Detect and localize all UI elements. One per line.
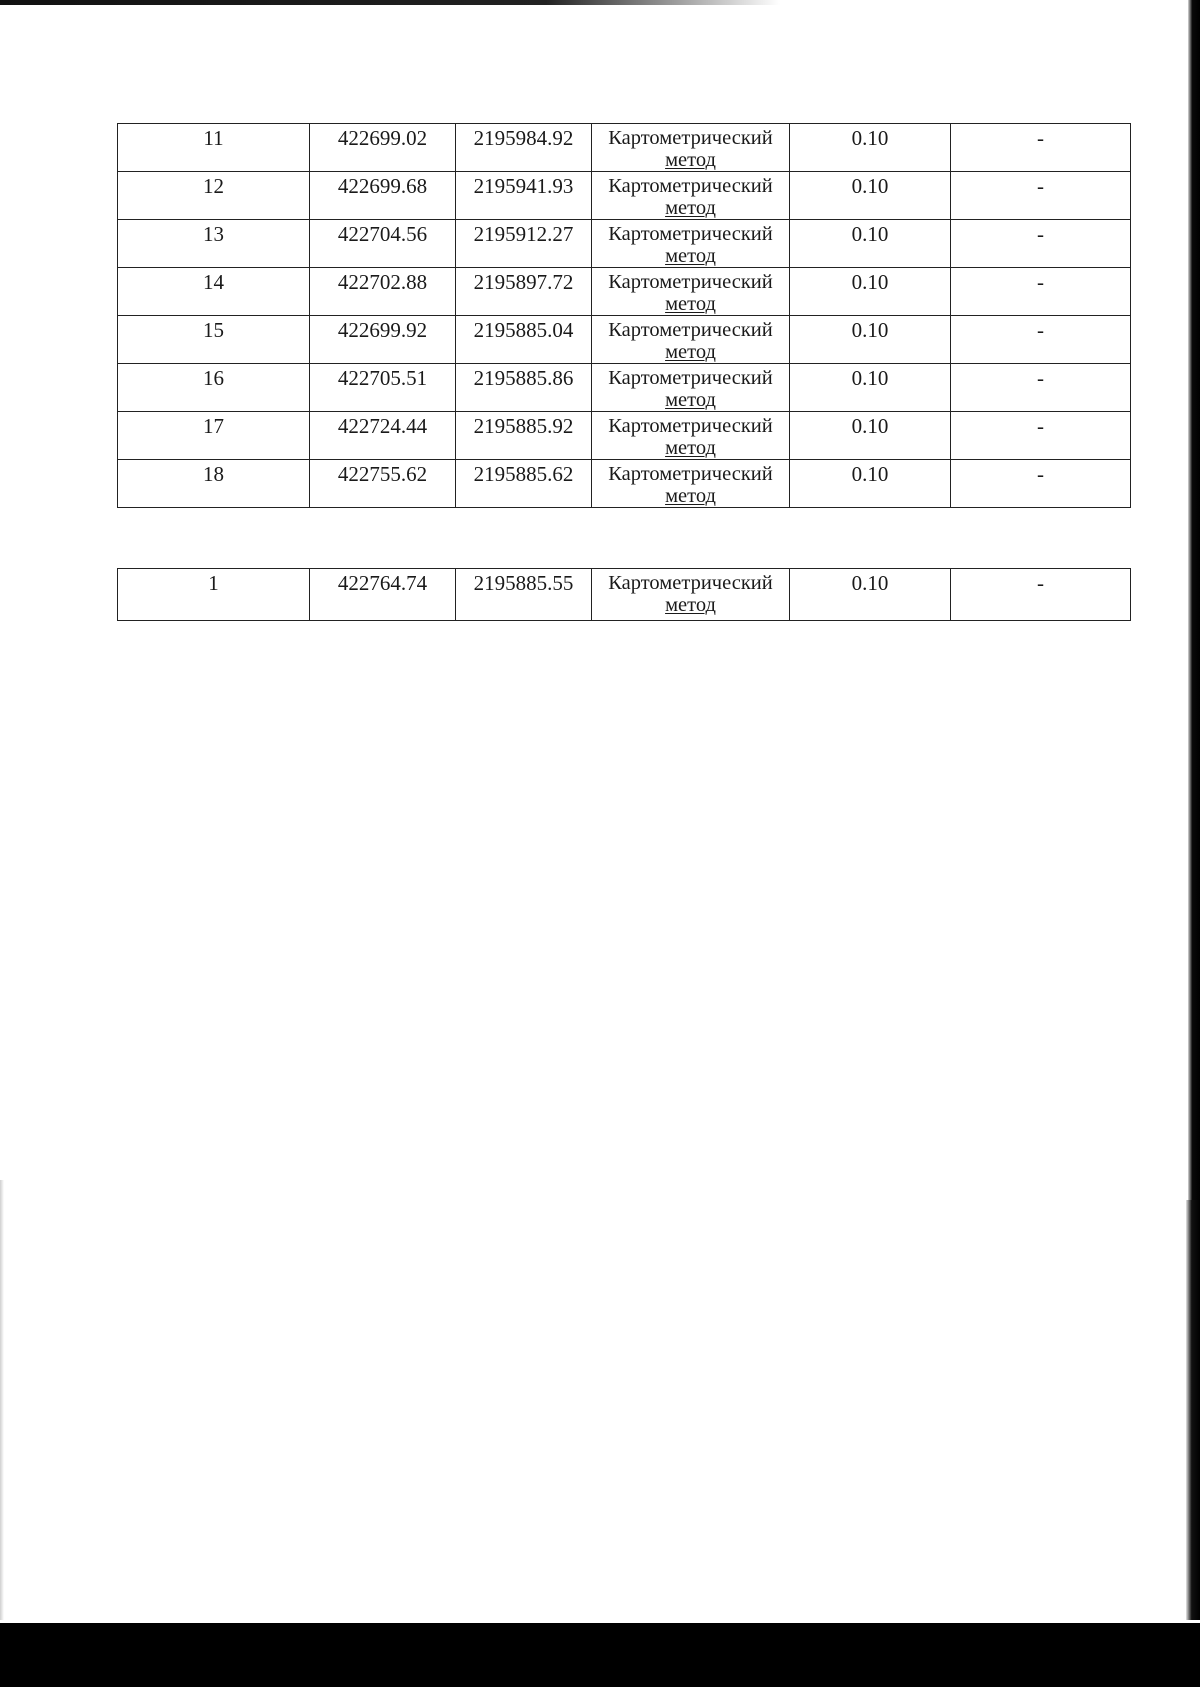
table-row xyxy=(118,412,1131,460)
method-cell xyxy=(592,569,790,621)
scan-bottom-bar xyxy=(0,1623,1200,1687)
accuracy-cell: 0.10 xyxy=(790,412,951,460)
description-cell: - xyxy=(951,124,1131,172)
description-cell: - xyxy=(951,569,1131,621)
y-coordinate-cell: 2195885.04 xyxy=(456,316,592,364)
y-coordinate-cell: 2195984.92 xyxy=(456,124,592,172)
point-number-cell: 12 xyxy=(118,172,310,220)
method-text-line1: Картометрический xyxy=(608,463,773,485)
method-cell xyxy=(592,316,790,364)
coordinates-table xyxy=(117,123,1131,508)
method-cell xyxy=(592,364,790,412)
description-cell: - xyxy=(951,412,1131,460)
scan-right-edge-lower xyxy=(1186,1200,1200,1620)
accuracy-cell: 0.10 xyxy=(790,124,951,172)
method-text-line2: метод xyxy=(665,245,716,267)
x-coordinate-cell: 422699.02 xyxy=(310,124,456,172)
point-number-cell: 13 xyxy=(118,220,310,268)
x-coordinate-cell: 422699.92 xyxy=(310,316,456,364)
description-cell: - xyxy=(951,172,1131,220)
y-coordinate-cell: 2195885.86 xyxy=(456,364,592,412)
method-text-line1: Картометрический xyxy=(608,271,773,293)
point-number-cell: 11 xyxy=(118,124,310,172)
method-text-line2: метод xyxy=(665,341,716,363)
table-row xyxy=(118,124,1131,172)
x-coordinate-cell: 422705.51 xyxy=(310,364,456,412)
method-text-line1: Картометрический xyxy=(608,175,773,197)
table-row xyxy=(118,569,1131,621)
description-cell: - xyxy=(951,460,1131,508)
method-cell xyxy=(592,220,790,268)
description-cell: - xyxy=(951,268,1131,316)
accuracy-cell: 0.10 xyxy=(790,364,951,412)
method-text-line1: Картометрический xyxy=(608,415,773,437)
method-cell xyxy=(592,412,790,460)
coordinates-table-body xyxy=(118,124,1131,508)
method-cell xyxy=(592,172,790,220)
table-row xyxy=(118,268,1131,316)
accuracy-cell: 0.10 xyxy=(790,569,951,621)
method-text-line1: Картометрический xyxy=(608,223,773,245)
method-text-line1: Картометрический xyxy=(608,319,773,341)
method-text-line2: метод xyxy=(665,149,716,171)
method-cell xyxy=(592,460,790,508)
point-number-cell: 1 xyxy=(118,569,310,621)
method-text-line2: метод xyxy=(665,197,716,219)
method-text-line1: Картометрический xyxy=(608,127,773,149)
accuracy-cell: 0.10 xyxy=(790,220,951,268)
method-cell xyxy=(592,124,790,172)
method-text-line2: метод xyxy=(665,594,716,616)
x-coordinate-cell: 422704.56 xyxy=(310,220,456,268)
accuracy-cell: 0.10 xyxy=(790,316,951,364)
description-cell: - xyxy=(951,316,1131,364)
method-text-line2: метод xyxy=(665,389,716,411)
y-coordinate-cell: 2195897.72 xyxy=(456,268,592,316)
description-cell: - xyxy=(951,364,1131,412)
x-coordinate-cell: 422764.74 xyxy=(310,569,456,621)
point-number-cell: 16 xyxy=(118,364,310,412)
table-row xyxy=(118,220,1131,268)
point-number-cell: 15 xyxy=(118,316,310,364)
accuracy-cell: 0.10 xyxy=(790,460,951,508)
y-coordinate-cell: 2195941.93 xyxy=(456,172,592,220)
point-number-cell: 17 xyxy=(118,412,310,460)
scan-top-edge xyxy=(0,0,780,5)
y-coordinate-cell: 2195912.27 xyxy=(456,220,592,268)
point-number-cell: 18 xyxy=(118,460,310,508)
method-text-line2: метод xyxy=(665,437,716,459)
method-text-line1: Картометрический xyxy=(608,572,773,594)
y-coordinate-cell: 2195885.92 xyxy=(456,412,592,460)
table-row xyxy=(118,364,1131,412)
point-number-cell: 14 xyxy=(118,268,310,316)
accuracy-cell: 0.10 xyxy=(790,172,951,220)
description-cell: - xyxy=(951,220,1131,268)
x-coordinate-cell: 422702.88 xyxy=(310,268,456,316)
closing-point-table-body xyxy=(118,569,1131,621)
method-cell xyxy=(592,268,790,316)
x-coordinate-cell: 422724.44 xyxy=(310,412,456,460)
closing-point-table xyxy=(117,568,1131,621)
method-text-line2: метод xyxy=(665,485,716,507)
scan-right-edge xyxy=(1188,0,1200,1200)
scan-left-edge xyxy=(0,1180,4,1620)
y-coordinate-cell: 2195885.55 xyxy=(456,569,592,621)
method-text-line2: метод xyxy=(665,293,716,315)
x-coordinate-cell: 422755.62 xyxy=(310,460,456,508)
table-row xyxy=(118,460,1131,508)
table-row xyxy=(118,316,1131,364)
accuracy-cell: 0.10 xyxy=(790,268,951,316)
method-text-line1: Картометрический xyxy=(608,367,773,389)
table-row xyxy=(118,172,1131,220)
y-coordinate-cell: 2195885.62 xyxy=(456,460,592,508)
x-coordinate-cell: 422699.68 xyxy=(310,172,456,220)
